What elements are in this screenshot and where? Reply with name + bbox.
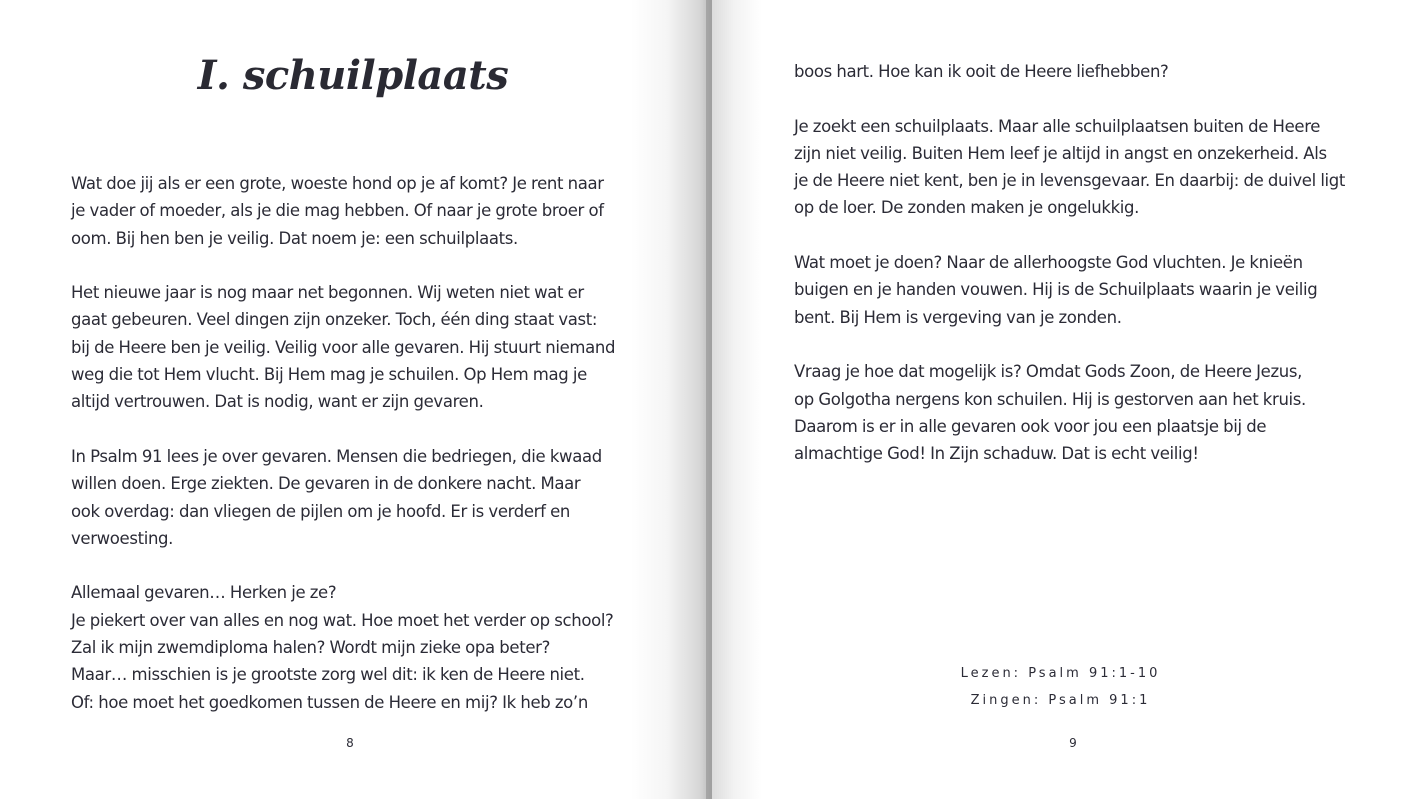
text-line: Je piekert over van alles en nog wat. Hoe moet het verder op school? [71,610,614,630]
text-line: almachtige God! In Zijn schaduw. Dat is echt veilig! [794,444,1199,464]
text-line: op Golgotha nergens kon schuilen. Hij is gestorven aan het kruis. [794,389,1306,409]
text-line: gaat gebeuren. Veel dingen zijn onzeker. Toch, één ding staat vast: [71,310,598,330]
text-line: zijn niet veilig. Buiten Hem leef je altijd in angst en onzekerheid. Als [794,143,1327,163]
text-line: Vraag je hoe dat mogelijk is? Omdat Gods Zoon, de Heere Jezus, [794,362,1303,382]
text-line: oom. Bij hen ben je veilig. Dat noem je: een schuilplaats. [71,228,518,248]
text-line: Daarom is er in alle gevaren ook voor jou een plaatsje bij de [794,416,1267,436]
text-line: Wat doe jij als er een grote, woeste hond op je af komt? Je rent naar [71,174,604,193]
text-line: je vader of moeder, als je die mag hebben. Of naar je grote broer of [71,201,604,221]
text-line: Het nieuwe jaar is nog maar net begonnen. Wij weten niet wat er [71,283,584,303]
text-line: altijd vertrouwen. Dat is nodig, want er zijn gevaren. [71,392,484,412]
text-line: je de Heere niet kent, ben je in levensgevaar. En daarbij: de duivel ligt [794,171,1346,191]
text-line: Allemaal gevaren… Herken je ze? [71,583,337,603]
text-line: Zal ik mijn zwemdiploma halen? Wordt mijn zieke opa beter? [71,638,550,658]
text-line: Je zoekt een schuilplaats. Maar alle schuilplaatsen buiten de Heere [794,116,1321,136]
text-line: bij de Heere ben je veilig. Veilig voor alle gevaren. Hij stuurt niemand [71,337,616,357]
text-line: In Psalm 91 lees je over gevaren. Mensen die bedriegen, die kwaad [71,446,602,466]
text-line: Wat moet je doen? Naar de allerhoogste God vluchten. Je knieën [794,253,1303,273]
text-line: boos hart. Hoe kan ik ooit de Heere liefhebben? [794,62,1169,81]
text-line: willen doen. Erge ziekten. De gevaren in de donkere nacht. Maar [71,474,581,494]
page-number-right: 9 [1069,736,1077,750]
text-line: op de loer. De zonden maken je ongelukkig. [794,198,1140,218]
text-line: weg die tot Hem vlucht. Bij Hem mag je schuilen. Op Hem mag je [71,365,587,385]
chapter-title: I. schuilplaats [197,52,509,99]
left-body-text [71,170,615,716]
text-line: ook overdag: dan vliegen de pijlen om je hoofd. Er is verderf en [71,501,570,521]
page-number-left: 8 [346,736,354,750]
readings-block [706,660,1415,714]
text-line: verwoesting. [71,528,174,548]
left-page [0,0,706,799]
right-body-text [794,58,1345,467]
singing-reference: Zingen: Psalm 91:1 [970,693,1151,708]
text-line: Of: hoe moet het goedkomen tussen de Heere en mij? Ik heb zo’n [71,692,588,712]
right-page [706,0,1415,799]
text-line: buigen en je handen vouwen. Hij is de Schuilplaats waarin je veilig [794,280,1318,300]
text-line: Maar… misschien is je grootste zorg wel dit: ik ken de Heere niet. [71,665,585,685]
text-line: bent. Bij Hem is vergeving van je zonden. [794,307,1122,327]
reading-reference: Lezen: Psalm 91:1-10 [960,666,1161,681]
